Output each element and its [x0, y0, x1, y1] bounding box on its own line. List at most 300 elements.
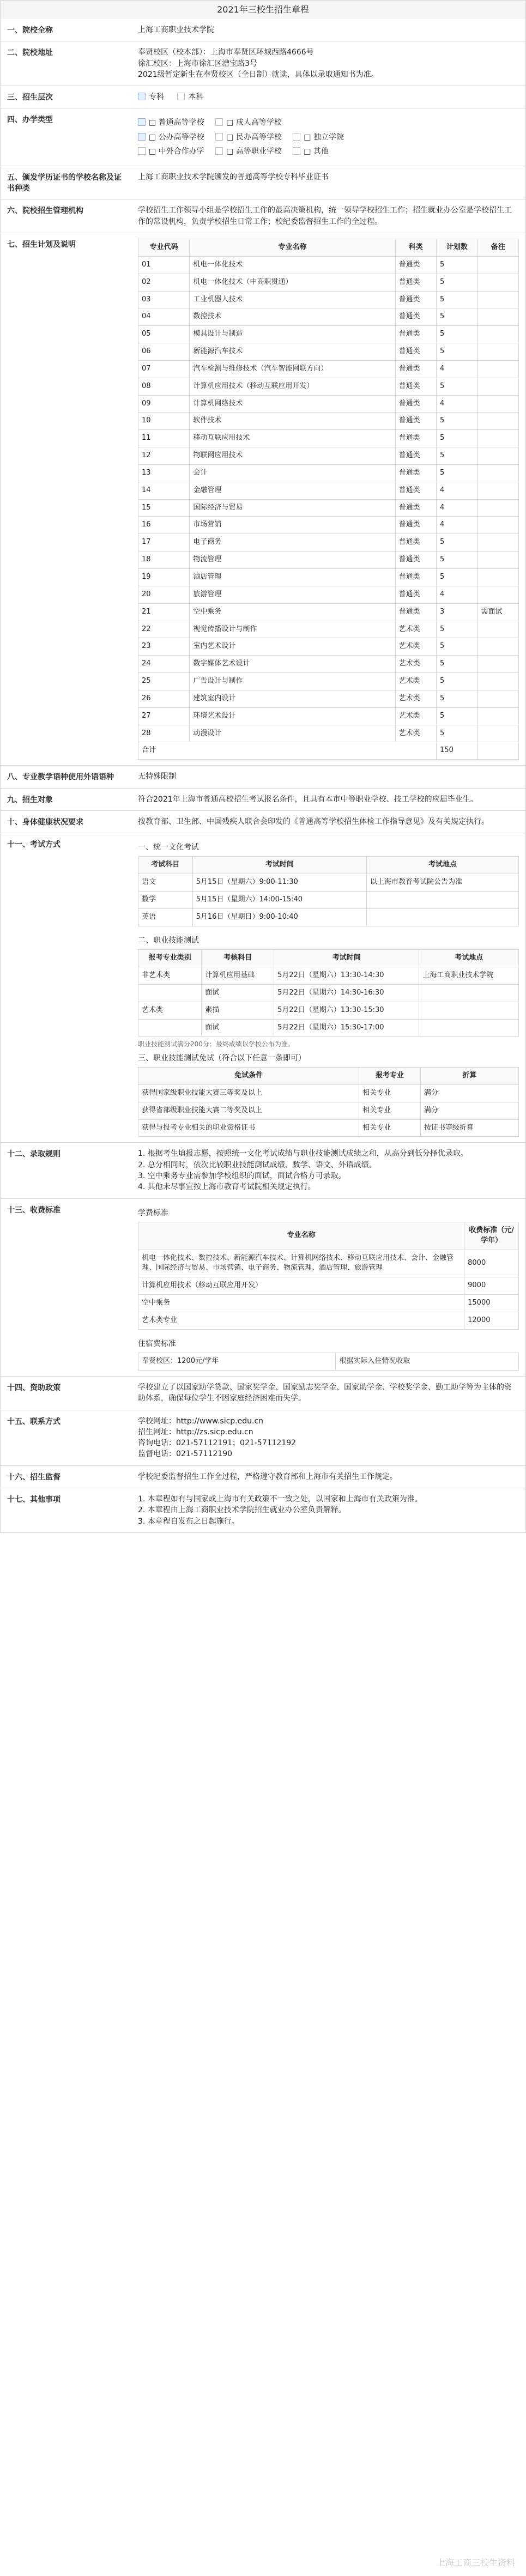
- plan-row-cell: 环境艺术设计: [190, 707, 395, 725]
- plan-col-note: 备注: [477, 239, 518, 256]
- plan-row-cell: 机电一体化技术: [190, 256, 395, 274]
- skills-row-cell: 5月22日（星期六）14:30-16:30: [274, 984, 419, 1002]
- value-aid: 学校建立了以国家助学贷款、国家奖学金、国家励志奖学金、国家助学金、学校奖学金、勤工助学等为主体的资助体系，确保每位学生不因家庭经济困难而失学。: [138, 1383, 512, 1403]
- exempt-col-major: 报考专业: [359, 1068, 421, 1085]
- plan-row-cell: [477, 656, 518, 673]
- skills-row: [138, 1019, 519, 1037]
- plan-row-cell: 数字媒体艺术设计: [190, 656, 395, 673]
- plan-body: [138, 256, 519, 742]
- plan-row-cell: 13: [138, 464, 190, 482]
- plan-row-cell: [477, 482, 518, 499]
- plan-row-cell: 08: [138, 378, 190, 395]
- plan-row-cell: 5: [437, 725, 477, 742]
- plan-row-cell: 会计: [190, 464, 395, 482]
- plan-row-cell: 3: [437, 603, 477, 621]
- plan-row: [138, 464, 519, 482]
- plan-row-cell: 09: [138, 395, 190, 413]
- exam-sched-body: [138, 874, 519, 926]
- plan-row-cell: 普通类: [395, 256, 436, 274]
- admission-line-3: 3. 空中乘务专业需参加学校组织的面试，面试合格方可录取。: [138, 1172, 346, 1181]
- exempt-row-cell: 相关专业: [359, 1102, 421, 1119]
- plan-row-cell: 数控技术: [190, 308, 395, 326]
- plan-row-cell: 5: [437, 551, 477, 569]
- exam-row-cell: [367, 892, 519, 909]
- plan-row: [138, 551, 519, 569]
- plan-row-cell: [477, 690, 518, 707]
- type-row-3: [138, 146, 519, 157]
- plan-row-cell: 软件技术: [190, 413, 395, 430]
- plan-row-cell: 22: [138, 621, 190, 638]
- plan-row: [138, 707, 519, 725]
- plan-row-cell: 12: [138, 447, 190, 465]
- plan-row-cell: 4: [437, 586, 477, 603]
- plan-row-cell: 07: [138, 360, 190, 378]
- plan-row-cell: 5: [437, 690, 477, 707]
- value-eligibility: 符合2021年上海市普通高校招生考试报名条件，且具有本市中等职业学校、技工学校的应届毕业生。: [138, 795, 478, 804]
- plan-row-cell: 普通类: [395, 482, 436, 499]
- skills-row-cell: 面试: [202, 984, 274, 1002]
- type-row-1: [138, 117, 519, 128]
- plan-row-cell: 17: [138, 534, 190, 551]
- section-contact: [0, 1410, 526, 1466]
- plan-row: [138, 725, 519, 742]
- plan-row-cell: 汽车检测与维修技术（汽车智能网联方向）: [190, 360, 395, 378]
- plan-row-cell: 普通类: [395, 464, 436, 482]
- plan-row-cell: 5: [437, 464, 477, 482]
- label-type: 四、办学类型: [7, 116, 53, 125]
- plan-header-row: [138, 239, 519, 256]
- section-health: [0, 811, 526, 833]
- plan-row-cell: 艺术类: [395, 638, 436, 656]
- plan-row-cell: 建筑室内设计: [190, 690, 395, 707]
- contact-line-2: 招生网址：http://zs.sicp.edu.cn: [138, 1427, 253, 1437]
- label-school-name: 一、院校全称: [7, 26, 53, 35]
- exempt-row-cell: 满分: [420, 1102, 518, 1119]
- value-type: [131, 108, 525, 166]
- fees-academic-row-cell: 机电一体化技术、数控技术、新能源汽车技术、计算机网络技术、移动互联应用技术、会计、金融管理、国际经济与贸易、市场营销、电子商务、物流管理、酒店管理、旅游管理: [138, 1250, 464, 1277]
- label-aid: 十四、资助政策: [7, 1383, 61, 1392]
- plan-row-cell: [477, 378, 518, 395]
- value-fees: [131, 1199, 525, 1376]
- plan-row-cell: [477, 586, 518, 603]
- skills-row-cell: 非艺术类: [138, 967, 202, 984]
- section-school-name: [0, 19, 526, 41]
- type-opt-6: □ 中外合作办学: [149, 147, 204, 156]
- value-contact: [131, 1410, 525, 1465]
- skills-row-cell: [138, 984, 202, 1002]
- section-school-addr: [0, 41, 526, 86]
- plan-row-cell: 4: [437, 482, 477, 499]
- plan-total-label: 合计: [138, 742, 437, 760]
- plan-row-cell: 艺术类: [395, 707, 436, 725]
- type-checkbox-4: [215, 133, 223, 141]
- plan-row-cell: 11: [138, 430, 190, 447]
- plan-row-cell: 艺术类: [395, 621, 436, 638]
- plan-row-cell: 物联网应用技术: [190, 447, 395, 465]
- section-other: [0, 1488, 526, 1533]
- fees-academic-body: [138, 1250, 519, 1329]
- other-line-1: 1. 本章程如有与国家或上海市有关政策不一致之处，以国家和上海市有关政策为准。: [138, 1495, 422, 1504]
- plan-row-cell: 普通类: [395, 430, 436, 447]
- fees-dorm-title: 住宿费标准: [138, 1339, 176, 1348]
- plan-col-name: 专业名称: [190, 239, 395, 256]
- plan-row-cell: [477, 343, 518, 361]
- plan-row-cell: 视觉传播设计与制作: [190, 621, 395, 638]
- plan-row-cell: 金融管理: [190, 482, 395, 499]
- plan-row-cell: 广告设计与制作: [190, 673, 395, 690]
- plan-row-cell: 4: [437, 360, 477, 378]
- plan-row-cell: [477, 464, 518, 482]
- label-plan: 七、招生计划及说明: [7, 240, 76, 249]
- fees-academic-title: 学费标准: [138, 1208, 168, 1217]
- type-opt-2: □ 成人高等学校: [226, 118, 282, 128]
- skills-row-cell: 5月22日（星期六）13:30-15:30: [274, 1002, 419, 1019]
- type-row-2: [138, 132, 519, 143]
- watermark: 上海工商三校生资料: [436, 2557, 515, 2568]
- plan-row-cell: [477, 621, 518, 638]
- spacer: [138, 1330, 519, 1335]
- exempt-row: [138, 1119, 519, 1137]
- plan-row-cell: 04: [138, 308, 190, 326]
- plan-row-cell: 市场营销: [190, 517, 395, 534]
- plan-col-num: 计划数: [437, 239, 477, 256]
- value-other: [131, 1488, 525, 1532]
- plan-row: [138, 430, 519, 447]
- type-checkbox-7: [215, 147, 223, 155]
- type-checkbox-1: [138, 118, 146, 126]
- plan-row-cell: 新能源汽车技术: [190, 343, 395, 361]
- skills-row-cell: [419, 984, 519, 1002]
- plan-row: [138, 447, 519, 465]
- value-exam: [131, 833, 525, 1142]
- level-benke: 本科: [188, 93, 204, 102]
- plan-row: [138, 482, 519, 499]
- plan-row-cell: 24: [138, 656, 190, 673]
- plan-row: [138, 569, 519, 586]
- plan-row-cell: 艺术类: [395, 690, 436, 707]
- plan-row-cell: [477, 517, 518, 534]
- plan-row-cell: 模具设计与制造: [190, 326, 395, 343]
- plan-row-cell: 普通类: [395, 274, 436, 291]
- plan-row-cell: [477, 638, 518, 656]
- plan-row-cell: 18: [138, 551, 190, 569]
- section-mgmt: [0, 199, 526, 233]
- exam-row-cell: 数学: [138, 892, 193, 909]
- plan-row-cell: 5: [437, 413, 477, 430]
- other-line-3: 3. 本章程自发布之日起施行。: [138, 1517, 239, 1526]
- plan-row-cell: 普通类: [395, 499, 436, 517]
- fees-academic-header: [138, 1222, 519, 1250]
- fees-academic-row-cell: 8000: [464, 1250, 519, 1277]
- plan-row-cell: 06: [138, 343, 190, 361]
- plan-row: [138, 586, 519, 603]
- fees-academic-row-cell: 12000: [464, 1312, 519, 1329]
- checkbox-level-benke: [177, 93, 185, 100]
- contact-line-1: 学校网址：http://www.sicp.edu.cn: [138, 1416, 264, 1426]
- type-checkbox-5: [293, 133, 300, 141]
- exam-col-place: 考试地点: [367, 857, 519, 874]
- plan-row-cell: 普通类: [395, 586, 436, 603]
- exempt-row: [138, 1084, 519, 1102]
- section-type: [0, 108, 526, 166]
- plan-row-cell: 计算机应用技术（移动互联应用开发）: [190, 378, 395, 395]
- plan-row-cell: 03: [138, 291, 190, 308]
- plan-row-cell: 21: [138, 603, 190, 621]
- plan-row: [138, 673, 519, 690]
- plan-row-cell: [477, 447, 518, 465]
- skills-col-place: 考试地点: [419, 950, 519, 967]
- plan-row-cell: 需面试: [477, 603, 518, 621]
- skills-row-cell: 面试: [202, 1019, 274, 1037]
- skills-row-cell: 计算机应用基础: [202, 967, 274, 984]
- type-opt-1: □ 普通高等学校: [149, 118, 204, 128]
- skills-row: [138, 1002, 519, 1019]
- fees-academic-row-cell: 9000: [464, 1277, 519, 1295]
- plan-col-type: 科类: [395, 239, 436, 256]
- plan-row-cell: 5: [437, 707, 477, 725]
- plan-row: [138, 256, 519, 274]
- plan-row-cell: [477, 274, 518, 291]
- plan-row-cell: [477, 413, 518, 430]
- plan-row-cell: 普通类: [395, 378, 436, 395]
- label-admission: 十二、录取规则: [7, 1150, 61, 1159]
- type-opt-4: □ 民办高等学校: [226, 132, 282, 142]
- skills-header: [138, 950, 519, 967]
- fees-dorm-table: [138, 1353, 519, 1371]
- plan-row: [138, 274, 519, 291]
- fees-academic-row: [138, 1295, 519, 1312]
- plan-row-cell: 酒店管理: [190, 569, 395, 586]
- exam-row-cell: [367, 909, 519, 926]
- plan-row-cell: 5: [437, 308, 477, 326]
- addr-line-2: 徐汇校区：上海市徐汇区漕宝路3号: [138, 59, 257, 68]
- plan-row-cell: 艺术类: [395, 656, 436, 673]
- checkbox-level-zhuanke: [138, 93, 146, 100]
- plan-row-cell: [477, 256, 518, 274]
- plan-row: [138, 603, 519, 621]
- plan-row-cell: [477, 673, 518, 690]
- plan-row-cell: [477, 326, 518, 343]
- plan-row-cell: 4: [437, 395, 477, 413]
- plan-row-cell: 普通类: [395, 395, 436, 413]
- label-contact: 十五、联系方式: [7, 1417, 61, 1426]
- plan-row-cell: 普通类: [395, 569, 436, 586]
- fees-dorm-row-cell: 根据实际入住情况收取: [336, 1353, 519, 1371]
- level-zhuanke: 专科: [149, 93, 164, 102]
- plan-row-cell: 5: [437, 343, 477, 361]
- skills-row-cell: 素描: [202, 1002, 274, 1019]
- fees-academic-row-cell: 15000: [464, 1295, 519, 1312]
- plan-row-cell: 26: [138, 690, 190, 707]
- exam-row-cell: 5月15日（星期六）14:00-15:40: [192, 892, 366, 909]
- plan-row-cell: 普通类: [395, 360, 436, 378]
- plan-row: [138, 395, 519, 413]
- plan-row-cell: 普通类: [395, 603, 436, 621]
- value-major-restrict: 无特殊限制: [138, 772, 176, 781]
- plan-row-cell: 14: [138, 482, 190, 499]
- exempt-table: [138, 1067, 519, 1137]
- plan-row-cell: 普通类: [395, 343, 436, 361]
- plan-row-cell: 5: [437, 673, 477, 690]
- exempt-col-cond: 免试条件: [138, 1068, 359, 1085]
- type-opt-5: □ 独立学院: [304, 132, 344, 142]
- value-mgmt: 学校招生工作领导小组是学校招生工作的最高决策机构，统一领导学校招生工作；招生就业办公室是学校招生工作的常设机构，负责学校招生日常工作；校纪委监督招生工作的全过程。: [138, 206, 512, 226]
- plan-total-value: 150: [437, 742, 477, 760]
- label-school-addr: 二、院校地址: [7, 49, 53, 58]
- value-cert: 上海工商职业技术学院颁发的普通高等学校专科毕业证书: [138, 173, 329, 182]
- plan-row-cell: [477, 308, 518, 326]
- plan-row-cell: 5: [437, 534, 477, 551]
- label-levels: 三、招生层次: [7, 93, 53, 102]
- plan-row-cell: 旅游管理: [190, 586, 395, 603]
- plan-row-cell: 5: [437, 378, 477, 395]
- plan-row-cell: 5: [437, 430, 477, 447]
- plan-row: [138, 378, 519, 395]
- type-opt-8: □ 其他: [304, 147, 329, 156]
- fees-academic-table: [138, 1222, 519, 1330]
- plan-row-cell: 普通类: [395, 551, 436, 569]
- section-aid: [0, 1377, 526, 1410]
- plan-row-cell: [477, 430, 518, 447]
- exempt-row-cell: 获得与报考专业相关的职业资格证书: [138, 1119, 359, 1137]
- plan-row-cell: 普通类: [395, 326, 436, 343]
- skills-row: [138, 967, 519, 984]
- plan-row-cell: 20: [138, 586, 190, 603]
- section-cert: [0, 166, 526, 199]
- plan-row-cell: 物流管理: [190, 551, 395, 569]
- plan-row-cell: 05: [138, 326, 190, 343]
- exempt-row-cell: 获得省部级职业技能大赛二等奖及以上: [138, 1102, 359, 1119]
- exempt-title: 三、职业技能测试免试（符合以下任意一条即可）: [138, 1053, 306, 1063]
- plan-row-cell: 5: [437, 291, 477, 308]
- exam-sched-header: [138, 857, 519, 874]
- label-supervision: 十六、招生监督: [7, 1472, 61, 1482]
- fees-dorm-body: [138, 1353, 519, 1371]
- plan-row-cell: 移动互联应用技术: [190, 430, 395, 447]
- plan-row: [138, 291, 519, 308]
- plan-row-cell: [477, 360, 518, 378]
- type-checkbox-2: [215, 118, 223, 126]
- plan-row-cell: 5: [437, 638, 477, 656]
- plan-row-cell: 19: [138, 569, 190, 586]
- exam-schedule-table: [138, 856, 519, 926]
- exam-intro: 一、统一文化考试: [138, 843, 199, 852]
- skills-body: [138, 967, 519, 1036]
- plan-row: [138, 638, 519, 656]
- plan-row: [138, 517, 519, 534]
- plan-row: [138, 413, 519, 430]
- plan-row: [138, 308, 519, 326]
- exam-row-cell: 5月16日（星期日）9:00-10:40: [192, 909, 366, 926]
- plan-row-cell: 工业机器人技术: [190, 291, 395, 308]
- plan-row-cell: 普通类: [395, 413, 436, 430]
- plan-row-cell: 28: [138, 725, 190, 742]
- section-admission: [0, 1143, 526, 1198]
- exempt-row: [138, 1102, 519, 1119]
- skills-row-cell: [419, 1002, 519, 1019]
- plan-row-cell: 电子商务: [190, 534, 395, 551]
- fees-academic-row-cell: 艺术类专业: [138, 1312, 464, 1329]
- plan-row-cell: 普通类: [395, 291, 436, 308]
- exempt-row-cell: 相关专业: [359, 1084, 421, 1102]
- section-plan: [0, 233, 526, 766]
- type-checkbox-6: [138, 147, 146, 155]
- value-health: 按教育部、卫生部、中国残疾人联合会印发的《普通高等学校招生体检工作指导意见》及有关规定执行。: [138, 817, 489, 826]
- exam-row: [138, 909, 519, 926]
- skills-col-subject: 考核科目: [202, 950, 274, 967]
- plan-row: [138, 534, 519, 551]
- exempt-row-cell: 获得国家级职业技能大赛三等奖及以上: [138, 1084, 359, 1102]
- plan-row: [138, 690, 519, 707]
- section-supervision: [0, 1466, 526, 1488]
- contact-line-4: 监督电话：021-57112190: [138, 1450, 233, 1459]
- skills-row-cell: 上海工商职业技术学院: [419, 967, 519, 984]
- fees-academic-row: [138, 1250, 519, 1277]
- type-checkbox-3: [138, 133, 146, 141]
- plan-row: [138, 360, 519, 378]
- skills-row-cell: [419, 1019, 519, 1037]
- plan-row-cell: 02: [138, 274, 190, 291]
- plan-row-cell: 4: [437, 499, 477, 517]
- label-cert: 五、颁发学历证书的学校名称及证书种类: [7, 173, 122, 193]
- value-levels: [131, 86, 525, 108]
- plan-row-cell: 普通类: [395, 534, 436, 551]
- addr-line-3: 2021级暂定新生在奉贤校区（全日制）就读，具体以录取通知书为准。: [138, 70, 379, 79]
- admission-line-1: 1. 根据考生填报志愿，按照统一文化考试成绩与职业技能测试成绩之和，从高分到低分择优录取。: [138, 1149, 468, 1159]
- value-plan: [131, 233, 525, 765]
- type-opt-7: □ 高等职业学校: [226, 147, 282, 156]
- plan-total-note: [477, 742, 518, 760]
- skills-title: 二、职业技能测试: [138, 936, 199, 945]
- admission-line-4: 4. 其他未尽事宜按上海市教育考试院相关规定执行。: [138, 1183, 316, 1192]
- exam-col-time: 考试时间: [192, 857, 366, 874]
- plan-row-cell: 普通类: [395, 447, 436, 465]
- plan-row-cell: [477, 551, 518, 569]
- plan-row-cell: [477, 534, 518, 551]
- exam-row-cell: 英语: [138, 909, 193, 926]
- fees-academic-row-cell: 计算机应用技术（移动互联应用开发）: [138, 1277, 464, 1295]
- exempt-body: [138, 1084, 519, 1137]
- plan-row-cell: 机电一体化技术（中高职贯通）: [190, 274, 395, 291]
- fees-dorm-row: [138, 1353, 519, 1371]
- skills-col-type: 报考专业类别: [138, 950, 202, 967]
- exempt-row-cell: 相关专业: [359, 1119, 421, 1137]
- exam-row: [138, 892, 519, 909]
- type-opt-3: □ 公办高等学校: [149, 132, 204, 142]
- page-title: 2021年三校生招生章程: [0, 0, 526, 19]
- skills-row-cell: 艺术类: [138, 1002, 202, 1019]
- label-other: 十七、其他事项: [7, 1495, 61, 1505]
- type-checkbox-8: [293, 147, 300, 155]
- plan-row-cell: 室内艺术设计: [190, 638, 395, 656]
- section-major-restrict: [0, 766, 526, 788]
- label-health: 十、身体健康状况要求: [7, 817, 83, 827]
- value-school-addr: [131, 41, 525, 86]
- skills-note: 职业技能测试满分200分；最终成绩以学校公布为准。: [138, 1040, 294, 1048]
- plan-row: [138, 499, 519, 517]
- plan-row-cell: 15: [138, 499, 190, 517]
- section-exam: [0, 833, 526, 1143]
- plan-row-cell: 4: [437, 517, 477, 534]
- section-eligibility: [0, 789, 526, 811]
- section-fees: [0, 1199, 526, 1377]
- plan-row-cell: 5: [437, 656, 477, 673]
- label-mgmt: 六、院校招生管理机构: [7, 207, 83, 216]
- label-eligibility: 九、招生对象: [7, 795, 53, 804]
- fees-academic-row: [138, 1277, 519, 1295]
- contact-line-3: 咨询电话：021-57112191；021-57112192: [138, 1439, 297, 1448]
- other-line-2: 2. 本章程由上海工商职业技术学院招生就业办公室负责解释。: [138, 1506, 346, 1515]
